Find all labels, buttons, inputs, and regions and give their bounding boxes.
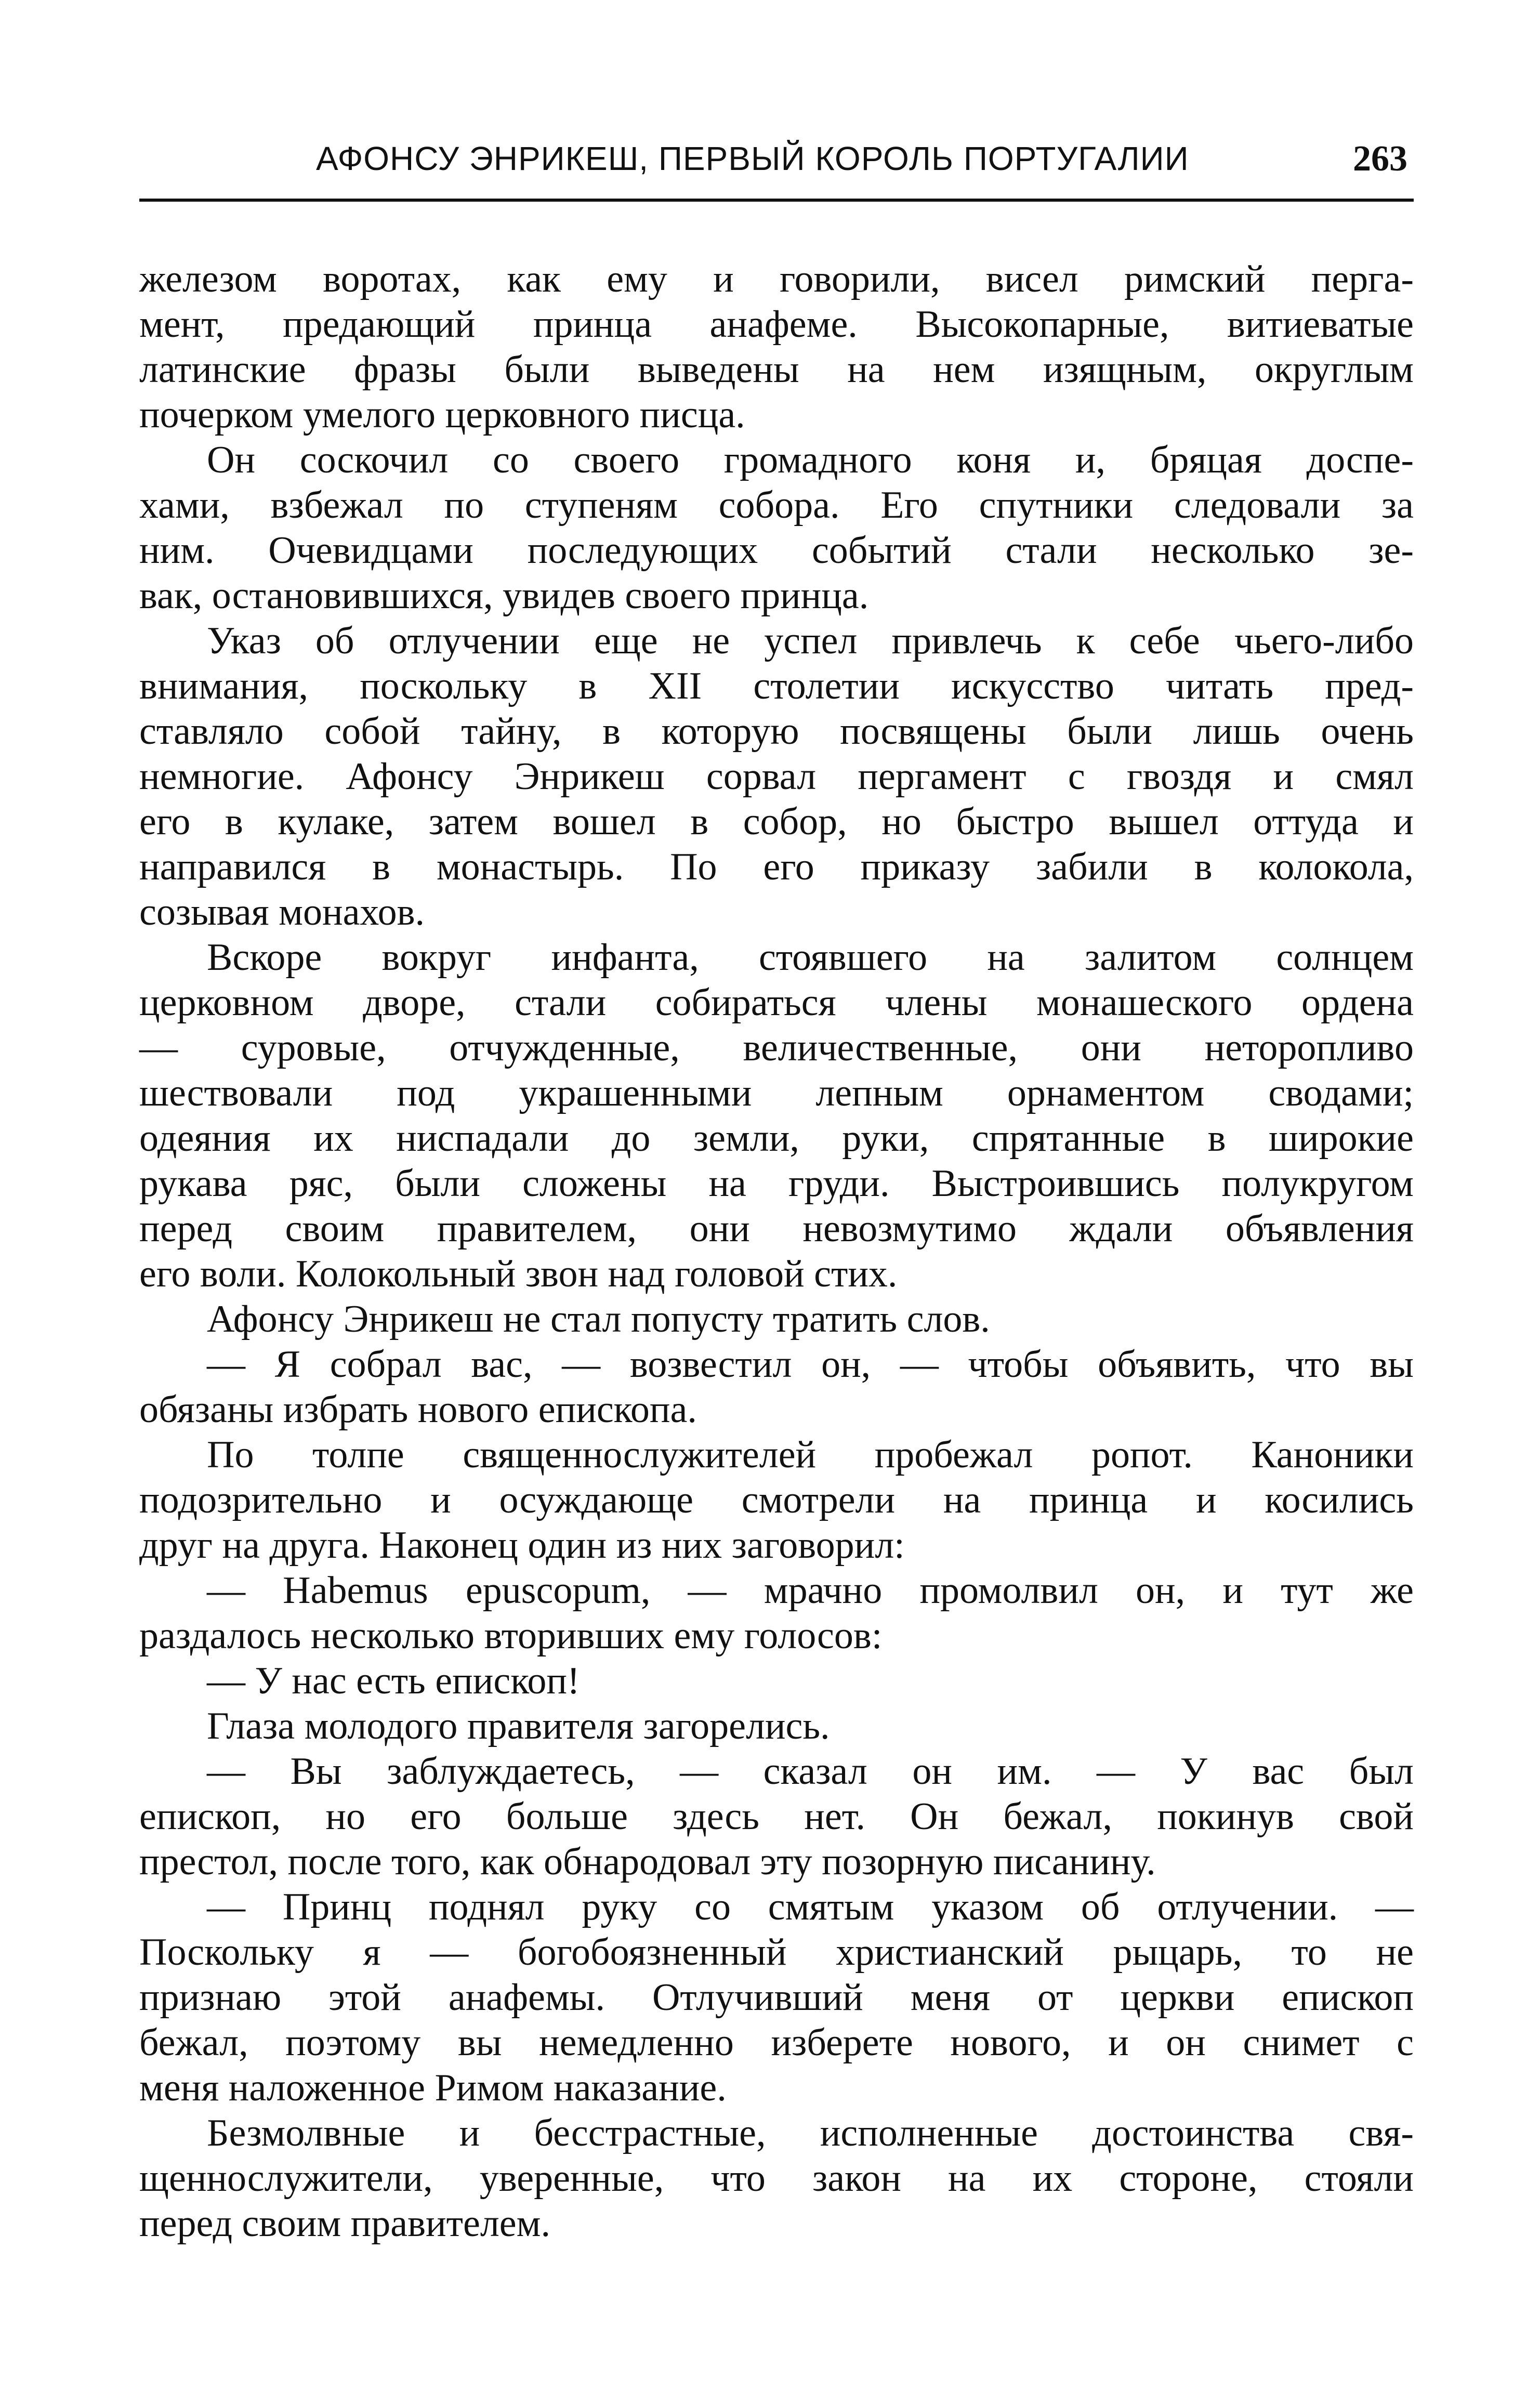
text-line: Афонсу Энрикеш не стал попусту тратить слов. [207,1298,990,1340]
text-line: церковном дворе, стали собираться члены монашеского ордена [139,981,1414,1024]
page-number: 263 [1353,139,1407,179]
text-line: — Принц поднял руку со смятым указом об отлучении. — [207,1886,1414,1928]
paragraph [139,438,1414,619]
text-line: Указ об отлучении еще не успел привлечь к себе чьего-либо [207,620,1414,662]
paragraph [139,1432,1414,1568]
body-text [139,257,1414,2246]
text-line: шествовали под украшенными лепным орнаментом сводами; [139,1072,1414,1114]
text-line: внимания, поскольку в XII столетии искусство читать пред- [139,665,1414,707]
text-line: латинские фразы были выведены на нем изящным, округлым [139,348,1414,391]
paragraph [139,1885,1414,2111]
text-line: Глаза молодого правителя загорелись. [207,1705,830,1747]
paragraph [139,2111,1414,2246]
text-line: мент, предающий принца анафеме. Высокопарные, витиеватые [139,303,1414,346]
text-line: — Habemus epuscopum, — мрачно промолвил он, и тут же [207,1569,1414,1612]
text-line: — У нас есть епископ! [207,1660,580,1702]
text-line: его воли. Колокольный звон над головой стих. [139,1253,898,1295]
paragraph [139,1749,1414,1885]
text-line: — суровые, отчужденные, величественные, они неторопливо [139,1027,1414,1069]
text-line: раздалось несколько вторивших ему голосов: [139,1614,883,1657]
paragraph [139,1342,1414,1432]
text-line: епископ, но его больше здесь нет. Он бежал, покинув свой [139,1795,1414,1838]
text-line: — Я собрал вас, — возвестил он, — чтобы объявить, что вы [207,1343,1414,1386]
text-line: немногие. Афонсу Энрикеш сорвал пергамент с гвоздя и смял [139,755,1414,798]
text-line: подозрительно и осуждающе смотрели на принца и косились [139,1479,1414,1521]
text-line: хами, взбежал по ступеням собора. Его спутники следовали за [139,484,1414,527]
text-line: рукава ряс, были сложены на груди. Выстроившись полукругом [139,1162,1414,1205]
text-line: Поскольку я — богобоязненный христианский рыцарь, то не [139,1931,1414,1974]
text-line: созывая монахов. [139,891,425,934]
text-line: перед своим правителем. [139,2202,550,2245]
text-line: железом воротах, как ему и говорили, висел римский перга- [139,258,1414,300]
text-line: Безмолвные и бесстрастные, исполненные достоинства свя- [207,2112,1414,2154]
text-line: Вскоре вокруг инфанта, стоявшего на залитом солнцем [207,936,1414,979]
paragraph [139,1659,1414,1704]
text-line: одеяния их ниспадали до земли, руки, спрятанные в широкие [139,1117,1414,1160]
text-line: бежал, поэтому вы немедленно изберете нового, и он снимет с [139,2021,1414,2064]
text-line: ним. Очевидцами последующих событий стали несколько зе- [139,529,1414,572]
text-line: меня наложенное Римом наказание. [139,2067,727,2109]
text-line: друг на друга. Наконец один из них заговорил: [139,1524,905,1567]
text-line: — Вы заблуждаетесь, — сказал он им. — У вас был [207,1750,1414,1793]
text-line: обязаны избрать нового епископа. [139,1388,697,1431]
paragraph [139,257,1414,438]
paragraph [139,1704,1414,1749]
paragraph [139,619,1414,935]
text-line: престол, после того, как обнародовал эту позорную писанину. [139,1840,1156,1883]
running-header [139,136,1428,193]
paragraph [139,935,1414,1297]
paragraph [139,1297,1414,1342]
text-line: почерком умелого церковного писца. [139,393,745,436]
text-line: Он соскочил со своего громадного коня и, бряцая доспе- [207,439,1414,481]
running-title: АФОНСУ ЭНРИКЕШ, ПЕРВЫЙ КОРОЛЬ ПОРТУГАЛИИ [316,140,1189,177]
paragraph [139,1568,1414,1659]
text-line: его в кулаке, затем вошел в собор, но быстро вышел оттуда и [139,800,1414,843]
header-rule [139,199,1414,202]
text-line: По толпе священнослужителей пробежал ропот. Каноники [207,1434,1414,1476]
text-line: направился в монастырь. По его приказу забили в колокола, [139,846,1414,888]
text-line: вак, остановившихся, увидев своего принца. [139,574,869,617]
text-line: щеннослужители, уверенные, что закон на их стороне, стояли [139,2157,1414,2200]
text-line: перед своим правителем, они невозмутимо ждали объявления [139,1207,1414,1250]
text-line: признаю этой анафемы. Отлучивший меня от церкви епископ [139,1976,1414,2019]
text-line: ставляло собой тайну, в которую посвящены были лишь очень [139,710,1414,753]
